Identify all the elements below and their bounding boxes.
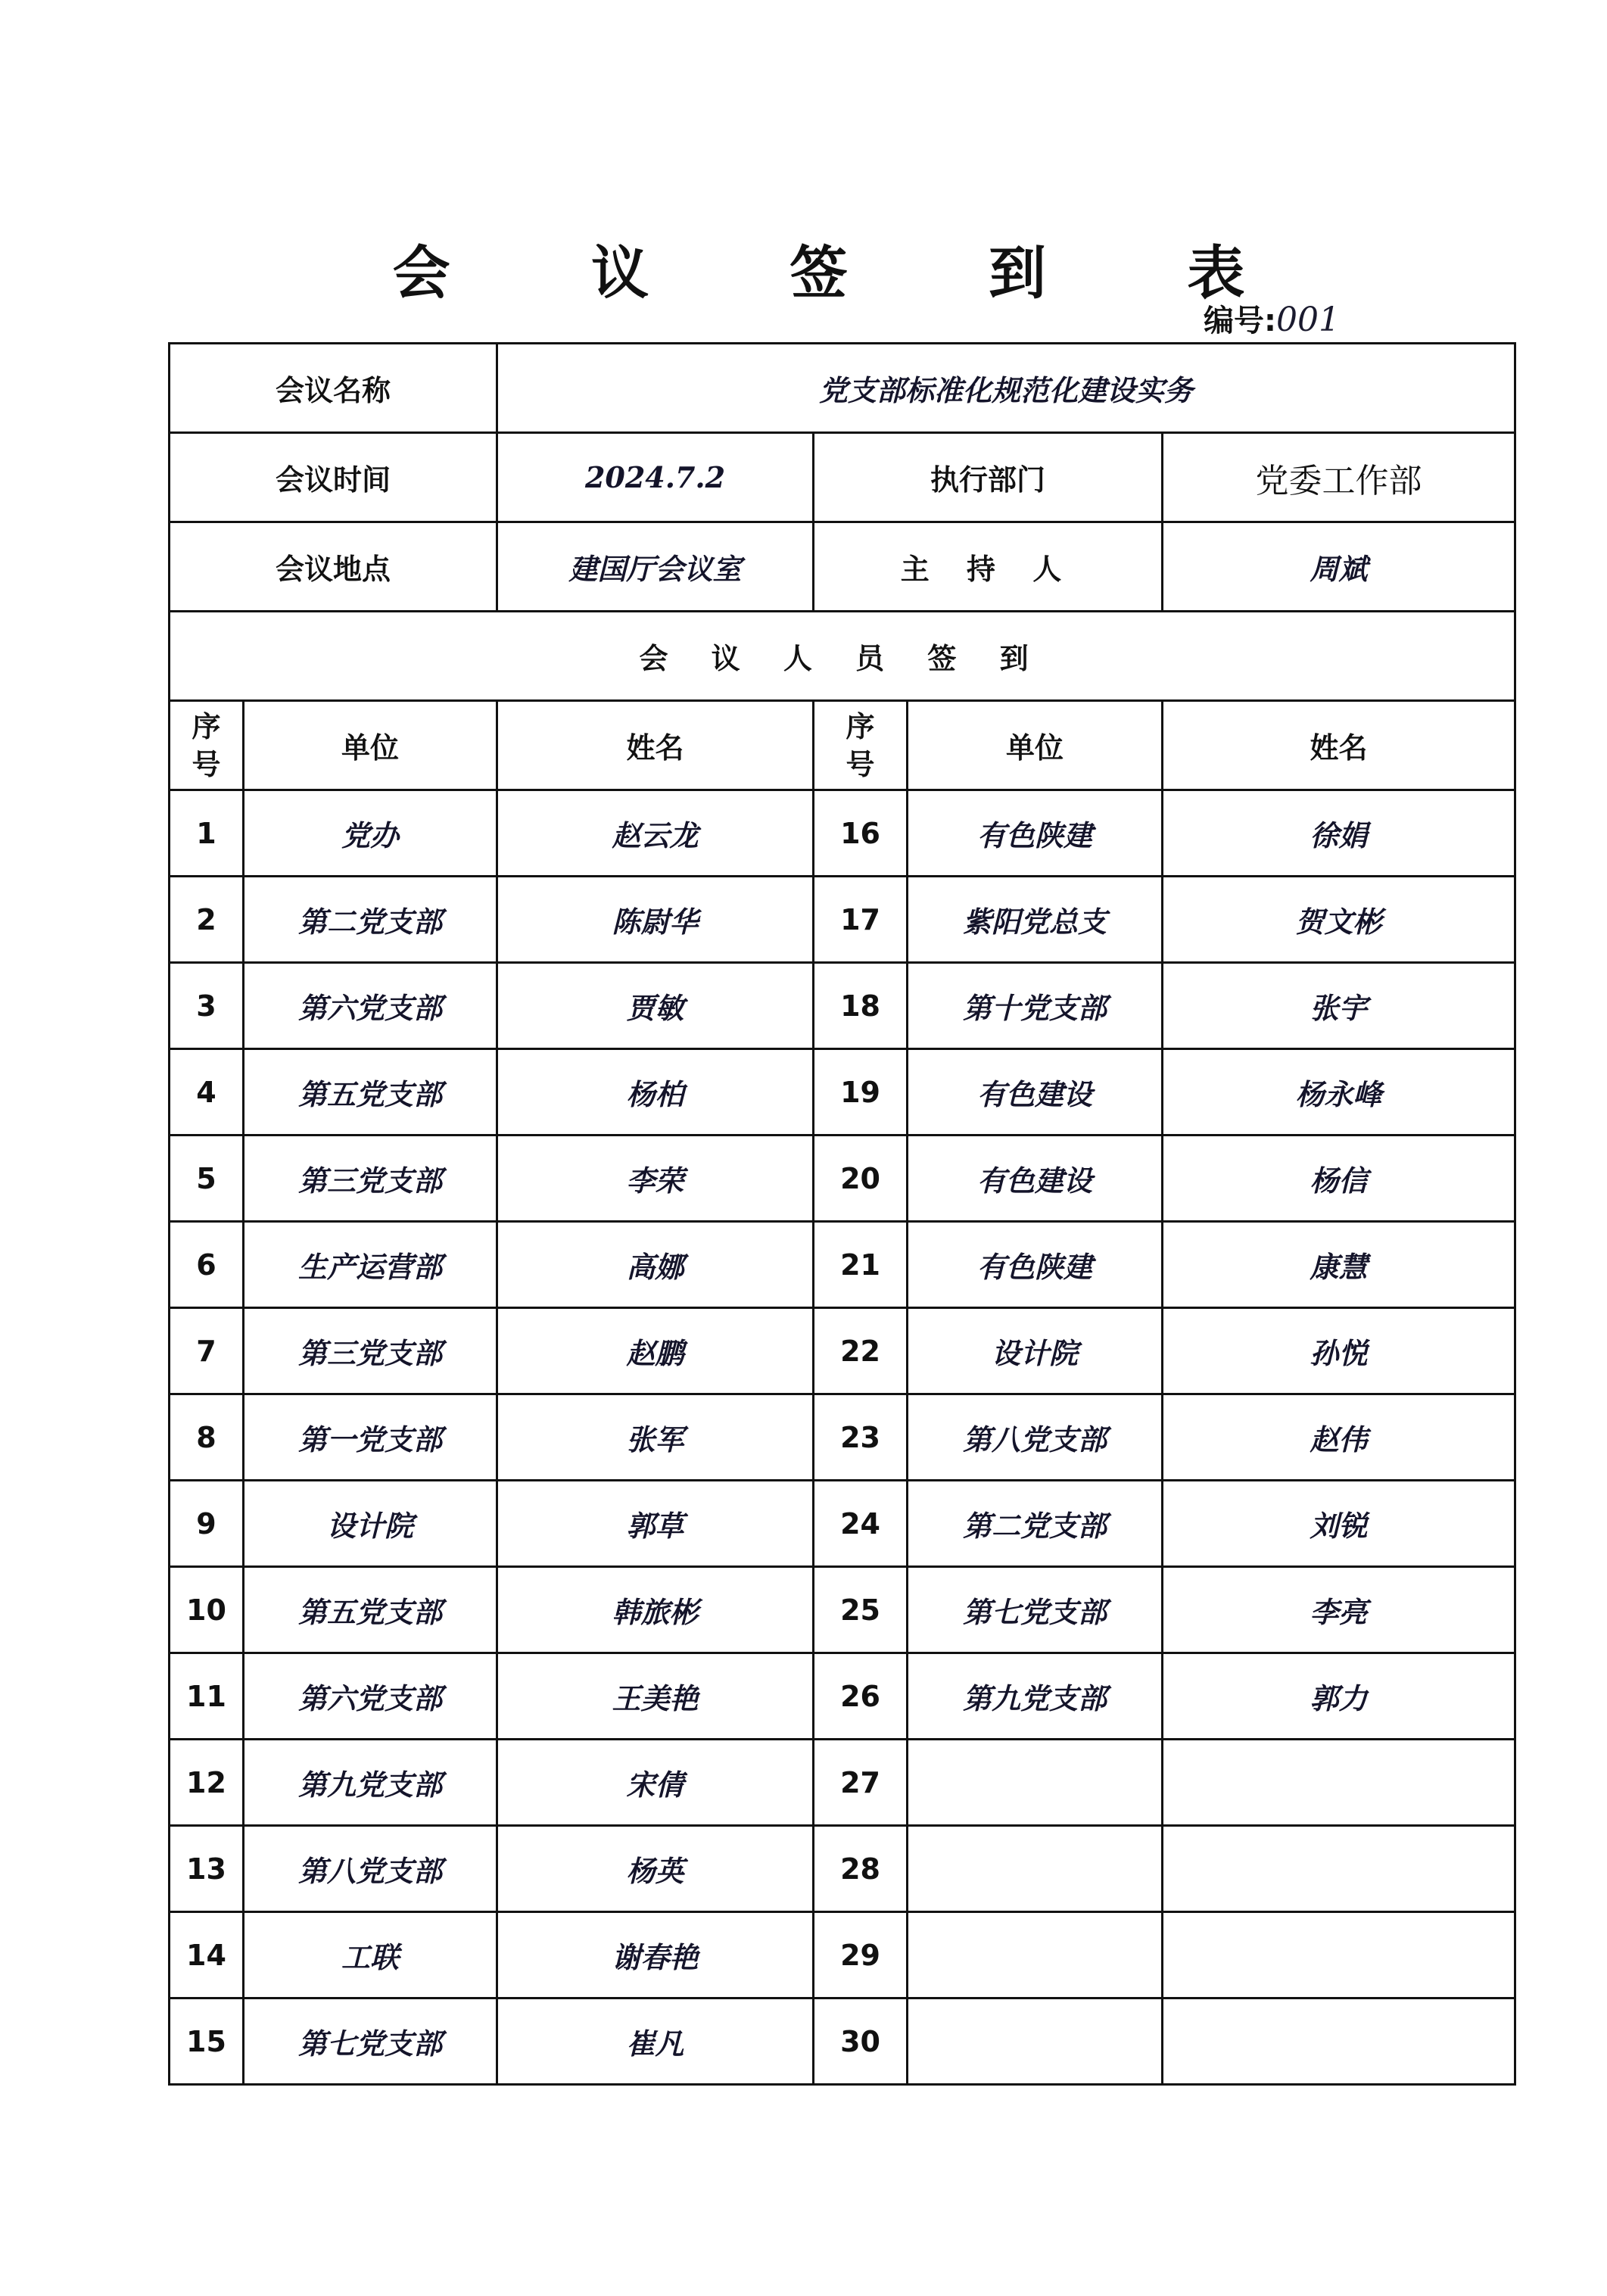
unit-signature: 第八党支部 [908,1394,1163,1481]
table-row [170,1912,1515,1998]
row-number: 4 [170,1049,244,1136]
name-signature [1163,1826,1515,1912]
name-signature: 孙悦 [1163,1308,1515,1394]
row-number: 5 [170,1136,244,1222]
name-signature: 杨英 [497,1826,814,1912]
row-number: 29 [814,1912,908,1998]
name-signature [1163,1912,1515,1998]
section-row [170,612,1515,701]
meeting-name-row [170,344,1515,433]
unit-signature: 党办 [244,790,497,877]
table-row [170,877,1515,963]
sign-in-table [168,342,1516,2086]
col-unit-right: 单位 [908,701,1163,790]
serial-number [1204,297,1340,340]
name-signature: 韩旅彬 [497,1567,814,1653]
serial-label: 编号: [1204,304,1276,338]
name-signature: 杨永峰 [1163,1049,1515,1136]
row-number: 13 [170,1826,244,1912]
name-signature: 赵伟 [1163,1394,1515,1481]
table-row [170,790,1515,877]
row-number: 24 [814,1481,908,1567]
unit-signature: 第六党支部 [244,1653,497,1740]
table-row [170,1308,1515,1394]
name-signature: 徐娟 [1163,790,1515,877]
column-header-row [170,701,1515,790]
table-row [170,1740,1515,1826]
meeting-name-value: 党支部标准化规范化建设实务 [497,344,1515,433]
name-signature: 崔凡 [497,1998,814,2085]
meeting-time-label: 会议时间 [170,433,497,522]
host-value: 周斌 [1163,522,1515,612]
row-number: 3 [170,963,244,1049]
col-seq-left: 序号 [170,701,244,790]
row-number: 9 [170,1481,244,1567]
row-number: 17 [814,877,908,963]
col-name-left: 姓名 [497,701,814,790]
unit-signature: 第五党支部 [244,1567,497,1653]
row-number: 10 [170,1567,244,1653]
row-number: 11 [170,1653,244,1740]
name-signature: 贺文彬 [1163,877,1515,963]
col-unit-left: 单位 [244,701,497,790]
row-number: 8 [170,1394,244,1481]
name-signature: 陈尉华 [497,877,814,963]
unit-signature: 有色建设 [908,1049,1163,1136]
table-row [170,1049,1515,1136]
table-row [170,1481,1515,1567]
row-number: 2 [170,877,244,963]
unit-signature: 设计院 [244,1481,497,1567]
unit-signature: 第五党支部 [244,1049,497,1136]
host-label: 主 持 人 [814,522,1163,612]
meeting-time-row [170,433,1515,522]
name-signature: 赵云龙 [497,790,814,877]
name-signature: 宋倩 [497,1740,814,1826]
col-name-right: 姓名 [1163,701,1515,790]
table-row [170,1136,1515,1222]
table-row [170,1222,1515,1308]
unit-signature [908,1740,1163,1826]
name-signature: 杨柏 [497,1049,814,1136]
unit-signature [908,1826,1163,1912]
unit-signature: 第九党支部 [244,1740,497,1826]
name-signature [1163,1998,1515,2085]
unit-signature: 第三党支部 [244,1136,497,1222]
unit-signature: 第三党支部 [244,1308,497,1394]
name-signature [1163,1740,1515,1826]
section-title: 会 议 人 员 签 到 [170,612,1515,701]
unit-signature: 设计院 [908,1308,1163,1394]
row-number: 16 [814,790,908,877]
unit-signature [908,1912,1163,1998]
unit-signature: 第十党支部 [908,963,1163,1049]
unit-signature: 第七党支部 [908,1567,1163,1653]
row-number: 30 [814,1998,908,2085]
unit-signature: 紫阳党总支 [908,877,1163,963]
dept-label: 执行部门 [814,433,1163,522]
row-number: 28 [814,1826,908,1912]
table-row [170,963,1515,1049]
row-number: 14 [170,1912,244,1998]
unit-signature: 第九党支部 [908,1653,1163,1740]
row-number: 25 [814,1567,908,1653]
row-number: 15 [170,1998,244,2085]
unit-signature: 第二党支部 [908,1481,1163,1567]
row-number: 6 [170,1222,244,1308]
unit-signature: 生产运营部 [244,1222,497,1308]
name-signature: 郭草 [497,1481,814,1567]
serial-value: 001 [1276,301,1340,339]
name-signature: 王美艳 [497,1653,814,1740]
name-signature: 郭力 [1163,1653,1515,1740]
row-number: 20 [814,1136,908,1222]
row-number: 1 [170,790,244,877]
name-signature: 康慧 [1163,1222,1515,1308]
unit-signature: 第一党支部 [244,1394,497,1481]
table-row [170,1998,1515,2085]
name-signature: 张宇 [1163,963,1515,1049]
name-signature: 李亮 [1163,1567,1515,1653]
row-number: 18 [814,963,908,1049]
name-signature: 谢春艳 [497,1912,814,1998]
row-number: 12 [170,1740,244,1826]
row-number: 21 [814,1222,908,1308]
meeting-place-label: 会议地点 [170,522,497,612]
name-signature: 杨信 [1163,1136,1515,1222]
name-signature: 李荣 [497,1136,814,1222]
meeting-time-value: 2024.7.2 [497,433,814,522]
meeting-name-label: 会议名称 [170,344,497,433]
dept-value: 党委工作部 [1163,433,1515,522]
table-row [170,1394,1515,1481]
row-number: 27 [814,1740,908,1826]
row-number: 7 [170,1308,244,1394]
unit-signature: 有色陕建 [908,1222,1163,1308]
table-row [170,1567,1515,1653]
unit-signature: 有色陕建 [908,790,1163,877]
meeting-place-row [170,522,1515,612]
row-number: 26 [814,1653,908,1740]
unit-signature: 第七党支部 [244,1998,497,2085]
name-signature: 刘锐 [1163,1481,1515,1567]
table-row [170,1653,1515,1740]
unit-signature: 第六党支部 [244,963,497,1049]
name-signature: 高娜 [497,1222,814,1308]
name-signature: 贾敏 [497,963,814,1049]
meeting-place-value: 建国厅会议室 [497,522,814,612]
unit-signature: 工联 [244,1912,497,1998]
row-number: 22 [814,1308,908,1394]
unit-signature: 有色建设 [908,1136,1163,1222]
unit-signature: 第八党支部 [244,1826,497,1912]
row-number: 19 [814,1049,908,1136]
table-row [170,1826,1515,1912]
unit-signature [908,1998,1163,2085]
page-title: 会 议 签 到 表 [392,239,1306,307]
row-number: 23 [814,1394,908,1481]
unit-signature: 第二党支部 [244,877,497,963]
col-seq-right: 序号 [814,701,908,790]
name-signature: 赵鹏 [497,1308,814,1394]
name-signature: 张军 [497,1394,814,1481]
